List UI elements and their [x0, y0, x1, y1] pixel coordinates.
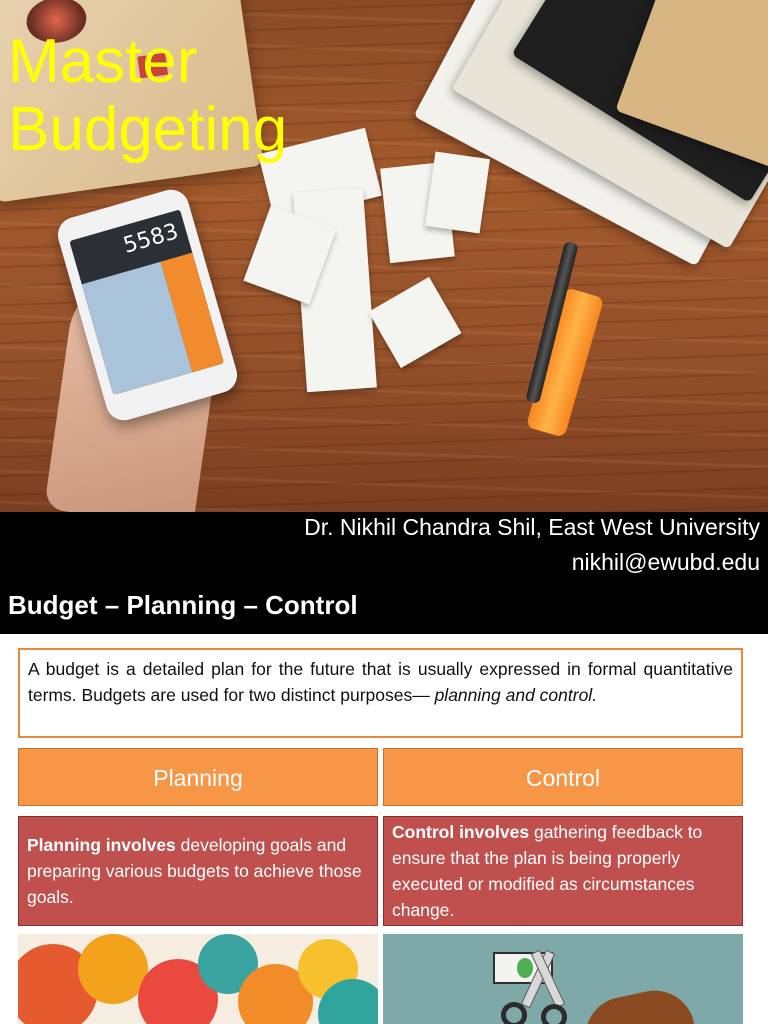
receipt [425, 152, 490, 234]
dollar-sign-icon [517, 958, 533, 978]
planning-illustration [18, 934, 378, 1024]
planning-body: developing goals and preparing various budgets to achieve those goals. [27, 835, 362, 907]
scissors-handle [541, 1004, 567, 1024]
receipt [368, 277, 461, 368]
definition-text: A budget is a detailed plan for the future that is usually expressed in formal quantitative terms. Budgets are used for two distinct purposes— [28, 659, 733, 705]
title-line-1: Master [8, 27, 198, 96]
control-header: Control [383, 748, 743, 806]
budget-definition [18, 648, 743, 738]
notebook-stack [420, 0, 768, 280]
definition-emphasis: planning and control. [434, 685, 598, 705]
title-line-2: Budgeting [8, 95, 288, 164]
scissors-icon [501, 1002, 527, 1024]
calculator-display: 5583 [120, 219, 182, 259]
author-line: Dr. Nikhil Chandra Shil, East West University [304, 514, 760, 540]
planning-header: Planning [18, 748, 378, 806]
author-email[interactable]: nikhil@ewubd.edu [571, 549, 760, 575]
control-lead: Control involves [392, 822, 530, 842]
control-description [383, 816, 743, 926]
control-illustration [383, 934, 743, 1024]
planning-lead: Planning involves [27, 835, 176, 855]
section-title: Budget – Planning – Control [8, 590, 358, 620]
planning-description [18, 816, 378, 926]
hand-icon [578, 983, 698, 1024]
control-body: gathering feedback to ensure that the plan is being properly executed or modified as circumstances change. [392, 822, 703, 920]
page-title [8, 28, 287, 164]
